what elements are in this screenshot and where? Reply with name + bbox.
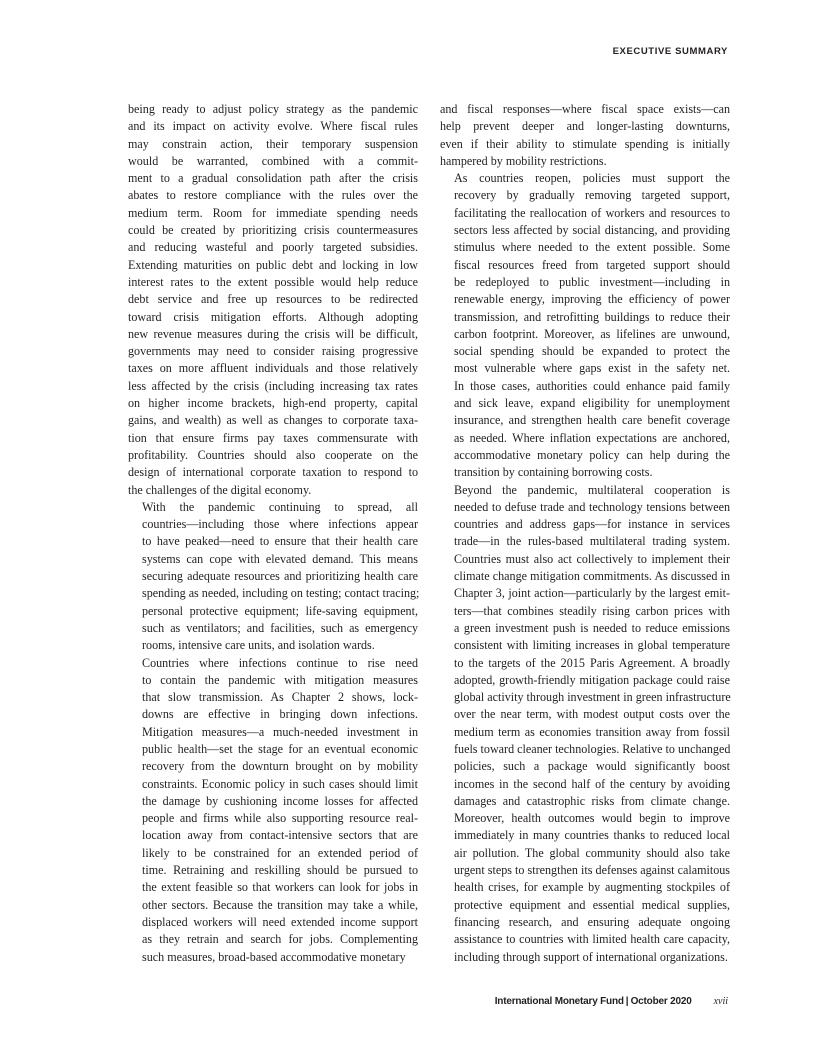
text-line: people and firms while also supporting resource real-: [142, 811, 418, 826]
text-line: including through support of international organizations.: [454, 949, 728, 964]
text-line: even if their ability to stimulate spending is initially: [440, 136, 730, 151]
text-line: other sectors. Because the transition may take a while,: [142, 897, 418, 912]
right-column: [440, 101, 730, 966]
text-line: help prevent deeper and longer-lasting downturns,: [440, 119, 730, 134]
left-column: [128, 101, 418, 966]
text-line: trade—in the rules-based multilateral trading system.: [454, 534, 730, 549]
text-line: countries—including those where infections appear: [142, 517, 418, 532]
text-line: health crises, for example by augmenting stockpiles of: [454, 880, 730, 895]
text-line: securing adequate resources and prioritizing health care: [142, 569, 418, 584]
text-line: stimulus where needed to the extent possible. Some: [454, 240, 730, 255]
text-line: tion that ensure firms pay taxes commensurate with: [128, 430, 418, 445]
text-line: ters—that combines steadily rising carbon prices with: [454, 603, 730, 618]
text-line: taxes on more affluent individuals and those relatively: [128, 361, 418, 376]
page-number: xvii: [713, 996, 728, 1007]
text-line: incomes in the second half of the century by avoiding: [454, 776, 730, 791]
text-line: As countries reopen, policies must support the: [454, 171, 730, 186]
text-line: adopted, growth-friendly mitigation package could raise: [454, 672, 730, 687]
text-line: fuels toward cleaner technologies. Relative to unchanged: [454, 741, 731, 756]
text-line: design of international corporate taxation to respond to: [128, 465, 418, 480]
text-line: damages and catastrophic risks from climate change.: [454, 793, 730, 808]
text-line: constraints. Economic policy in such cases should limit: [142, 776, 418, 791]
text-line: carbon footprint. Moreover, as lifelines are unwound,: [454, 326, 730, 341]
text-line: recovery by gradually removing targeted support,: [454, 188, 730, 203]
text-line: gains, and wealth) as well as changes to corporate taxa-: [128, 413, 418, 428]
text-line: hampered by mobility restrictions.: [440, 153, 607, 168]
text-line: Countries where infections continue to rise need: [142, 655, 418, 670]
text-line: over the near term, with modest output costs over the: [454, 707, 730, 722]
text-line: as needed. Where inflation expectations are anchored,: [454, 430, 730, 445]
text-line: policies, such a package would significantly boost: [454, 759, 730, 774]
text-line: the challenges of the digital economy.: [128, 482, 312, 497]
text-line: insurance, and strengthen health care benefit coverage: [454, 413, 730, 428]
text-line: location away from contact-intensive sectors that are: [142, 828, 418, 843]
text-line: could be created by prioritizing crisis countermeasures: [128, 223, 418, 238]
text-line: interest rates to the extent possible would help reduce: [128, 274, 418, 289]
text-line: displaced workers will need extended income support: [142, 914, 418, 929]
text-line: medium term as economies transition away from fossil: [454, 724, 730, 739]
text-line: Moreover, health outcomes would begin to improve: [454, 811, 730, 826]
text-line: facilitating the reallocation of workers and resources to: [454, 205, 730, 220]
text-line: Extending maturities on public debt and locking in low: [128, 257, 418, 272]
text-line: would be warranted, combined with a commit-: [128, 153, 418, 168]
paragraph: [440, 101, 730, 170]
text-line: be redeployed to public investment—including in: [454, 274, 730, 289]
text-line: personal protective equipment; life-saving equipment,: [142, 603, 418, 618]
text-line: Countries must also act collectively to implement their: [454, 551, 730, 566]
text-line: on higher income brackets, high-end property, capital: [128, 396, 418, 411]
paragraph: [440, 482, 730, 966]
text-line: debt service and free up resources to be redirected: [128, 292, 418, 307]
text-line: most vulnerable where gaps exist in the safety net.: [454, 361, 730, 376]
running-head: EXECUTIVE SUMMARY: [612, 46, 728, 57]
text-line: fiscal resources freed from targeted support should: [454, 257, 730, 272]
paragraph: [128, 655, 418, 966]
text-line: social spending should be expanded to protect the: [454, 344, 730, 359]
text-line: governments may need to consider raising progressive: [128, 344, 418, 359]
text-line: accommodative monetary policy can help during the: [454, 447, 730, 462]
text-line: and reducing wasteful and poorly targeted subsidies.: [128, 240, 418, 255]
text-line: recovery from the downturn brought on by mobility: [142, 759, 418, 774]
text-line: global activity through investment in green infrastructure: [454, 690, 731, 705]
text-line: the extent feasible so that workers can look for jobs in: [142, 880, 418, 895]
text-line: profitability. Countries should also cooperate on the: [128, 447, 418, 462]
page-footer: [495, 996, 728, 1007]
text-line: likely to be constrained for an extended period of: [142, 845, 418, 860]
text-line: less affected by the crisis (including increasing tax rates: [128, 378, 418, 393]
text-line: urgent steps to strengthen its defenses against calamitous: [454, 863, 730, 878]
text-line: transition by containing borrowing costs.: [454, 465, 653, 480]
text-line: and fiscal responses—where fiscal space exists—can: [440, 102, 730, 116]
text-line: financing research, and ensuring adequate ongoing: [454, 914, 730, 929]
text-line: immediately in many countries thanks to reduced local: [454, 828, 730, 843]
text-line: such as ventilators; and facilities, such as emergency: [142, 620, 418, 635]
paragraph: [128, 101, 418, 499]
text-line: to have peaked—need to ensure that their health care: [142, 534, 418, 549]
text-line: sectors less affected by social distancing, and providing: [454, 223, 730, 238]
text-line: public health—set the stage for an eventual economic: [142, 741, 418, 756]
text-line: rooms, intensive care units, and isolation wards.: [142, 638, 375, 653]
text-line: renewable energy, improving the efficiency of power: [454, 292, 730, 307]
text-line: Beyond the pandemic, multilateral cooperation is: [454, 482, 730, 497]
text-line: spending as needed, including on testing; contact tracing;: [142, 586, 420, 601]
text-line: systems can cope with elevated demand. This means: [142, 551, 418, 566]
text-line: time. Retraining and reskilling should be pursued to: [142, 863, 418, 878]
text-line: to the targets of the 2015 Paris Agreement. A broadly: [454, 655, 730, 670]
text-line: countries and address gaps—for instance in services: [454, 517, 730, 532]
text-line: needed to defuse trade and technology tensions between: [454, 499, 730, 514]
text-line: climate change mitigation commitments. As discussed in: [454, 569, 730, 584]
paragraph: [440, 170, 730, 481]
text-line: consistent with limiting increases in global temperature: [454, 638, 730, 653]
text-line: abates to restore compliance with the rules over the: [128, 188, 418, 203]
text-line: transmission, and retrofitting buildings to reduce their: [454, 309, 730, 324]
footer-date: October 2020: [630, 996, 692, 1007]
text-line: that slow transmission. As Chapter 2 shows, lock-: [142, 690, 418, 705]
text-line: downs are effective in bringing down infections.: [142, 707, 418, 722]
text-line: and its impact on activity evolve. Where fiscal rules: [128, 119, 418, 134]
text-line: protective equipment and essential medical supplies,: [454, 897, 730, 912]
text-line: Chapter 3, joint action—particularly by the largest emit-: [454, 586, 730, 601]
text-line: assistance to countries with limited health care capacity,: [454, 932, 730, 947]
text-line: to contain the pandemic with mitigation measures: [142, 672, 418, 687]
text-line: new revenue measures during the crisis will be difficult,: [128, 326, 418, 341]
text-line: medium term. Room for immediate spending needs: [128, 205, 418, 220]
text-line: Mitigation measures—a much-needed investment in: [142, 724, 418, 739]
paragraph: [128, 499, 418, 655]
text-line: as they retrain and search for jobs. Complementing: [142, 932, 418, 947]
footer-separator: |: [625, 996, 629, 1007]
footer-publisher: International Monetary Fund: [494, 996, 624, 1007]
text-line: toward crisis mitigation efforts. Although adopting: [128, 309, 418, 324]
text-line: may constrain action, their temporary suspension: [128, 136, 418, 151]
text-line: a green investment push is needed to reduce emissions: [454, 620, 730, 635]
text-line: ment to a gradual consolidation path after the crisis: [128, 171, 418, 186]
text-line: air pollution. The global community should also take: [454, 845, 730, 860]
text-line: such measures, broad-based accommodative monetary: [142, 949, 406, 964]
text-line: and sick leave, expand eligibility for unemployment: [454, 396, 730, 411]
text-line: In those cases, authorities could enhance paid family: [454, 378, 730, 393]
text-line: With the pandemic continuing to spread, all: [142, 499, 418, 514]
text-line: the damage by cushioning income losses for affected: [142, 793, 418, 808]
text-line: being ready to adjust policy strategy as the pandemic: [128, 102, 418, 116]
